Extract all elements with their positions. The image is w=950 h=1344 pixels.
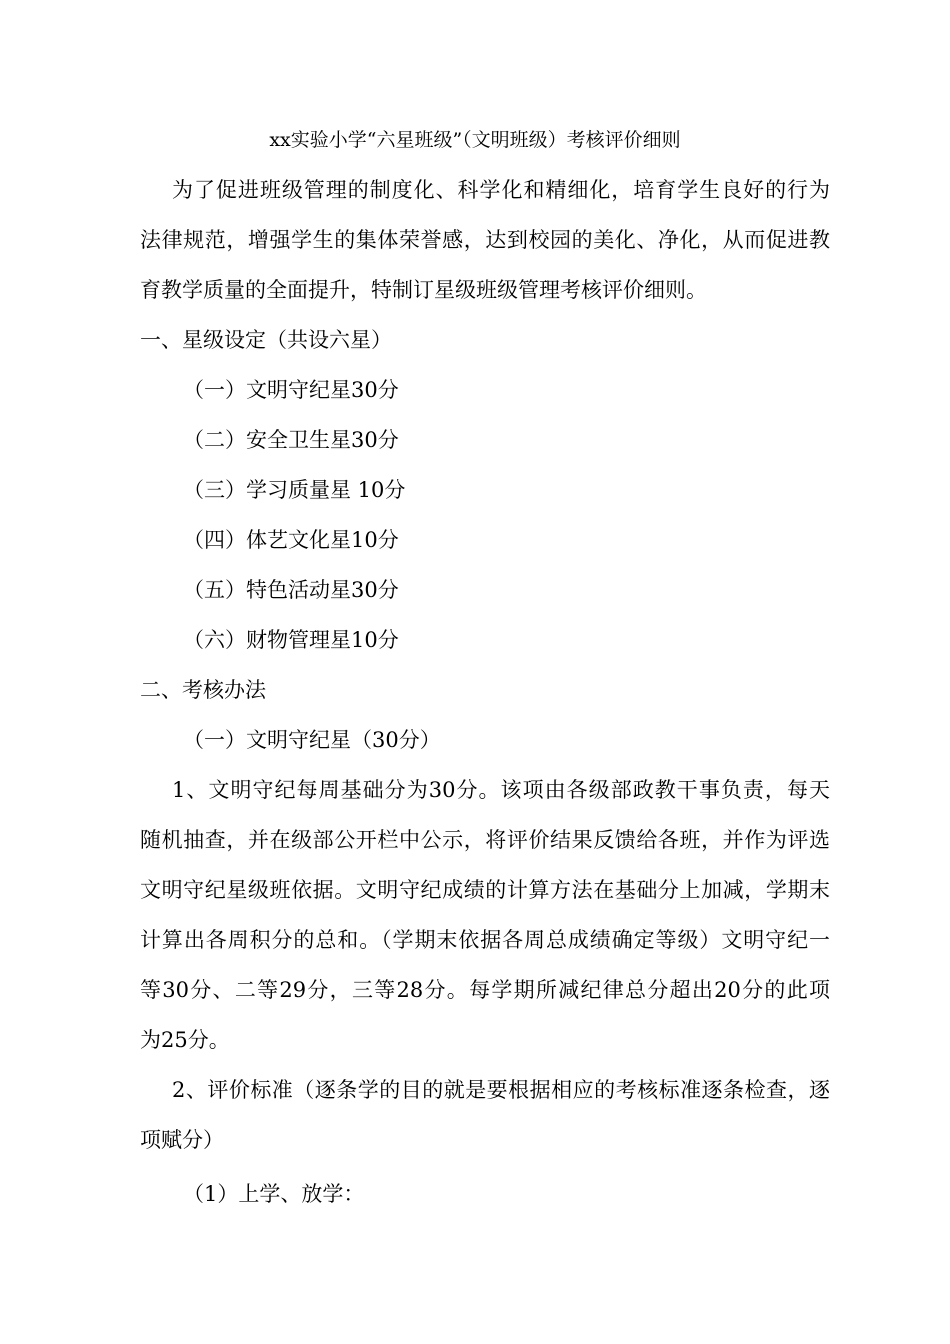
intro-line-3: 育教学质量的全面提升，特制订星级班级管理考核评价细则。 <box>140 278 707 302</box>
section1-heading: 一、星级设定（共设六星） <box>140 328 392 352</box>
star-item-5: （五）特色活动星30分 <box>183 578 399 602</box>
star-item-2: （二）安全卫生星30分 <box>183 428 399 452</box>
para1-line-5: 等30分、二等29分，三等28分。每学期所减纪律总分超出20分的此项 <box>140 978 830 1002</box>
para2-line-1: 2、评价标准（逐条学的目的就是要根据相应的考核标准逐条检查，逐 <box>172 1078 830 1102</box>
para1-line-1: 1、文明守纪每周基础分为30分。该项由各级部政教干事负责，每天 <box>172 778 830 802</box>
para1-line-6: 为25分。 <box>140 1028 230 1052</box>
section2-subheading: （一）文明守纪星（30分） <box>183 728 441 752</box>
para1-line-2: 随机抽查，并在级部公开栏中公示，将评价结果反馈给各班，并作为评选 <box>140 828 830 852</box>
intro-line-1: 为了促进班级管理的制度化、科学化和精细化，培育学生良好的行为 <box>172 178 830 202</box>
intro-line-2: 法律规范，增强学生的集体荣誉感，达到校园的美化、净化，从而促进教 <box>140 228 830 252</box>
star-item-3: （三）学习质量星 10分 <box>183 478 406 502</box>
para1-line-3: 文明守纪星级班依据。文明守纪成绩的计算方法在基础分上加减，学期末 <box>140 878 830 902</box>
star-item-6: （六）财物管理星10分 <box>183 628 399 652</box>
star-item-1: （一）文明守纪星30分 <box>183 378 399 402</box>
criteria-item-1: （1）上学、放学： <box>183 1182 365 1206</box>
document-title: xx实验小学“六星班级”（文明班级）考核评价细则 <box>269 129 681 151</box>
star-item-4: （四）体艺文化星10分 <box>183 528 399 552</box>
para2-line-2: 项赋分） <box>140 1128 224 1152</box>
section2-heading: 二、考核办法 <box>140 678 266 702</box>
para1-line-4: 计算出各周积分的总和。（学期末依据各周总成绩确定等级）文明守纪一 <box>140 928 830 952</box>
